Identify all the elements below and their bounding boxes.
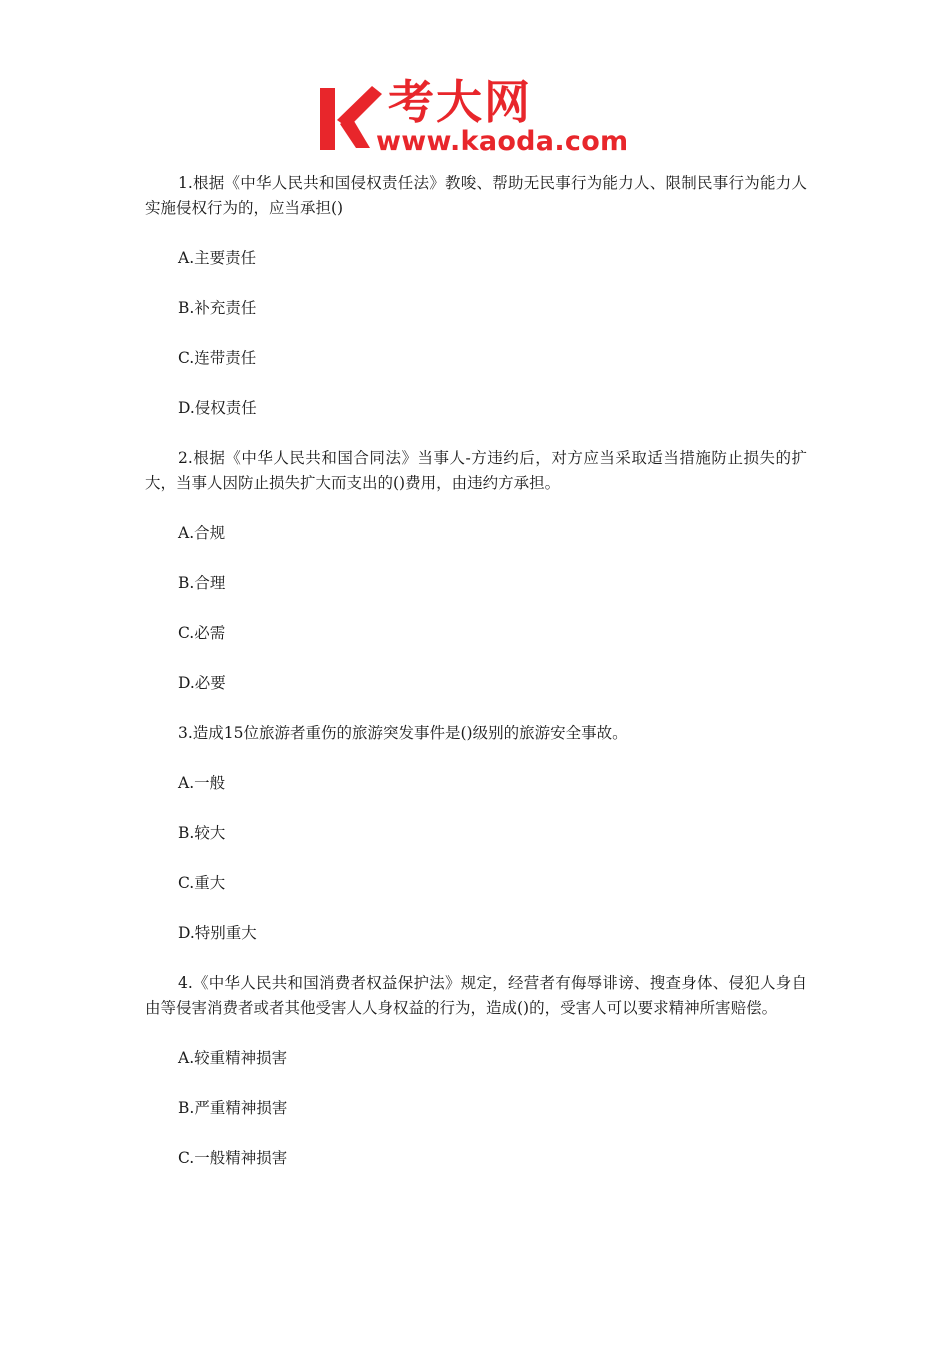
- question-4-option-b: B.严重精神损害: [178, 1099, 288, 1117]
- logo-chinese-text: 考大网: [388, 75, 532, 129]
- question-list: [145, 171, 807, 1196]
- question-4-option-a: A.较重精神损害: [178, 1049, 288, 1067]
- question-4-text: 4.《中华人民共和国消费者权益保护法》规定，经营者有侮辱诽谤、搜查身体、侵犯人身自由等侵害消费者或者其他受害人人身权益的行为，造成()的，受害人可以要求精神所害赔偿。: [145, 974, 807, 1017]
- question-3-text: 3.造成15位旅游者重伤的旅游突发事件是()级别的旅游安全事故。: [178, 724, 628, 742]
- question-3-option-a: A.一般: [178, 774, 226, 792]
- question-2-option-a: A.合规: [178, 524, 226, 542]
- question-2-option-d: D.必要: [178, 674, 226, 692]
- kaoda-logo: [318, 75, 640, 162]
- question-1-text: 1.根据《中华人民共和国侵权责任法》教唆、帮助无民事行为能力人、限制民事行为能力人实施侵权行为的，应当承担(): [145, 174, 807, 217]
- question-1-option-b: B.补充责任: [178, 299, 257, 317]
- question-3-option-d: D.特别重大: [178, 924, 257, 942]
- question-2-option-b: B.合理: [178, 574, 226, 592]
- question-1-option-d: D.侵权责任: [178, 399, 257, 417]
- logo-k-icon: [318, 84, 382, 150]
- question-3-option-c: C.重大: [178, 874, 226, 892]
- question-2-option-c: C.必需: [178, 624, 226, 642]
- logo-url-text: www.kaoda.com: [376, 126, 629, 157]
- question-3-option-b: B.较大: [178, 824, 226, 842]
- question-2-text: 2.根据《中华人民共和国合同法》当事人-方违约后，对方应当采取适当措施防止损失的扩大，当事人因防止损失扩大而支出的()费用，由违约方承担。: [145, 449, 807, 492]
- question-1-option-a: A.主要责任: [178, 249, 257, 267]
- question-1-option-c: C.连带责任: [178, 349, 257, 367]
- question-4-option-c: C.一般精神损害: [178, 1149, 288, 1167]
